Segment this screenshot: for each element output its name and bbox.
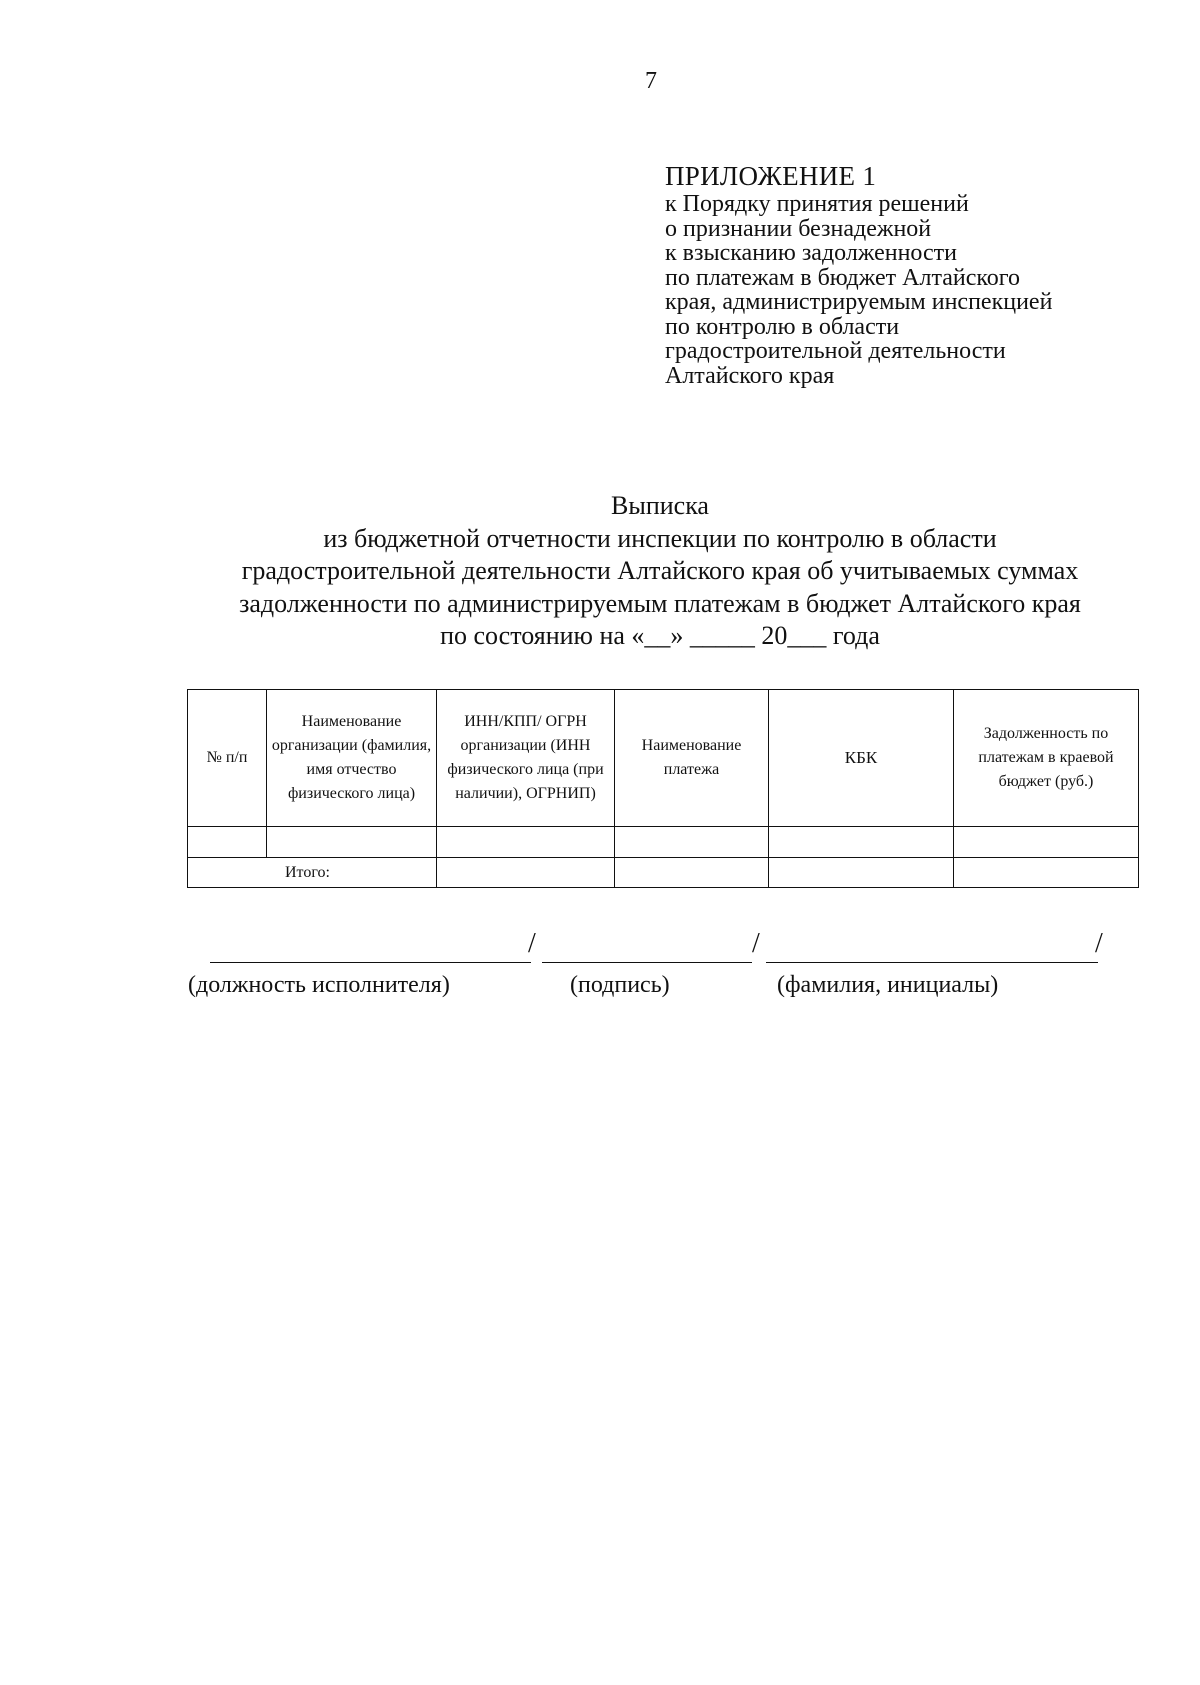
signature-separator: / [752,928,760,959]
signature-label: (подпись) [570,972,670,998]
full-name-label: (фамилия, инициалы) [777,972,999,998]
heading-line: из бюджетной отчетности инспекции по контролю в области [323,523,997,553]
heading-line: градостроительной деятельности Алтайского края об учитываемых суммах [241,556,1079,585]
header-cell-number: № п/п [188,690,267,827]
table-cell [267,827,437,858]
appendix-line: к взысканию задолженности [665,240,958,266]
header-cell-organization-name: Наименование организации (фамилия, имя отчество физического лица) [267,690,437,827]
appendix-line: края, администрируемым инспекцией [665,289,1053,315]
heading-title: Выписка [611,491,709,520]
table-row [188,827,1139,858]
heading-date-line: по состоянию на «__» _____ 20___ года [440,621,880,650]
header-cell-inn-kpp-ogrn: ИНН/КПП/ ОГРН организации (ИНН физического лица (при наличии), ОГРНИП) [437,690,615,827]
document-heading [130,490,1190,653]
appendix-line: градостроительной деятельности [665,338,1006,364]
signature-underline [542,962,752,963]
heading-line: задолженности по администрируемым платежам в бюджет Алтайского края [239,588,1081,618]
appendix-line: по контролю в области [665,313,900,340]
table-cell [615,827,769,858]
total-row [188,858,1139,888]
debt-extract-table [187,689,1139,888]
name-underline [766,962,1098,963]
appendix-line: о признании безнадежной [665,215,932,242]
appendix-block [665,160,1165,388]
header-cell-payment-name: Наименование платежа [615,690,769,827]
header-cell-kbk: КБК [769,690,954,827]
appendix-line: к Порядку принятия решений [665,191,969,217]
position-label: (должность исполнителя) [188,972,450,998]
table-header-row [188,690,1139,827]
table-cell [769,827,954,858]
page-number: 7 [645,68,657,94]
appendix-title: ПРИЛОЖЕНИЕ 1 [665,161,877,191]
table-cell [437,858,615,888]
appendix-line: по платежам в бюджет Алтайского [665,264,1021,291]
table-cell [437,827,615,858]
table-cell [188,827,267,858]
table-cell [769,858,954,888]
signature-separator: / [1095,928,1103,959]
table-cell [615,858,769,888]
table-cell [954,858,1139,888]
signature-separator: / [528,928,536,959]
appendix-line: Алтайского края [665,362,835,389]
total-label: Итого: [188,858,437,888]
position-underline [210,962,531,963]
header-cell-debt-amount: Задолженность по платежам в краевой бюджет (руб.) [954,690,1139,827]
table-cell [954,827,1139,858]
